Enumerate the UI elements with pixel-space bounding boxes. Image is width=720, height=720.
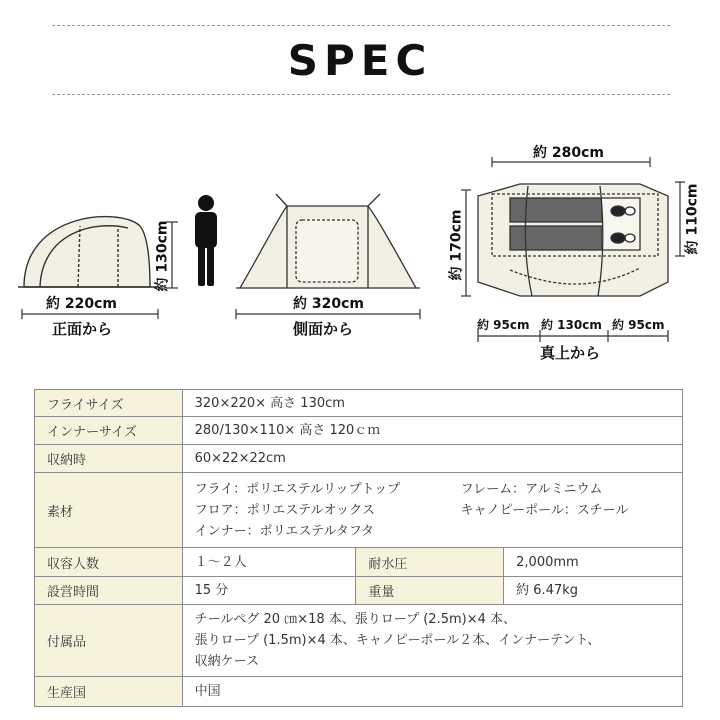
material-frame: フレーム：アルミニウム: [460, 481, 603, 497]
table-row: [35, 417, 683, 445]
side-view-drawing: [236, 194, 420, 288]
row-label: 付属品: [35, 605, 183, 677]
spec-table: [34, 389, 683, 707]
accessories-cell: [182, 605, 682, 677]
accessories-line: チールペグ 20 ㎝×18 本、張りロープ (2.5m)×4 本、: [194, 612, 516, 627]
row-label: 設営時間: [35, 577, 183, 605]
top-right-height-label: 約 110cm: [684, 183, 701, 255]
row-label: 収納時: [35, 445, 183, 473]
person-silhouette: [195, 195, 217, 286]
front-height-label: 約 130cm: [154, 220, 171, 292]
accessories-line: 収納ケース: [194, 654, 259, 669]
top-seg-mid-label: 約 130cm: [541, 318, 602, 332]
row-label: 素材: [35, 473, 183, 548]
row-label: 重量: [356, 577, 504, 605]
front-width-label: 約 220cm: [46, 296, 117, 312]
top-seg-left-label: 約 95cm: [477, 318, 530, 332]
material-inner: インナー：ポリエステルタフタ: [194, 523, 375, 539]
top-view-drawing: [478, 184, 668, 296]
row-value: 320×220× 高さ 130cm: [182, 390, 682, 417]
material-cell: [182, 473, 682, 548]
material-canopy-pole: キャノピーポール：スチール: [460, 502, 629, 518]
row-label: フライサイズ: [35, 390, 183, 417]
table-row: [35, 445, 683, 473]
row-label: 収容人数: [35, 548, 183, 577]
row-value: 15 分: [182, 577, 356, 605]
front-view-drawing: [18, 217, 158, 287]
table-row: [35, 677, 683, 707]
top-left-height-label: 約 170cm: [448, 209, 465, 281]
row-value: 280/130×110× 高さ 120ｃｍ: [182, 417, 682, 445]
table-row: [35, 390, 683, 417]
material-floor: フロア：ポリエステルオックス: [194, 502, 375, 518]
top-width-label: 約 280cm: [533, 145, 604, 161]
top-caption: 真上から: [540, 344, 601, 362]
row-label: インナーサイズ: [35, 417, 183, 445]
row-value: 約 6.47kg: [504, 577, 683, 605]
table-row: [35, 473, 683, 548]
row-value: １～２人: [182, 548, 356, 577]
side-caption: 側面から: [293, 320, 354, 338]
row-label: 生産国: [35, 677, 183, 707]
side-width-label: 約 320cm: [293, 296, 364, 312]
accessories-line: 張りロープ (1.5m)×4 本、キャノピーポール２本、インナーテント、: [194, 633, 601, 648]
table-row: [35, 548, 683, 577]
top-seg-right-label: 約 95cm: [612, 318, 665, 332]
row-value: 2,000mm: [504, 548, 683, 577]
material-fly: フライ：ポリエステルリップトップ: [194, 481, 401, 497]
table-row: [35, 577, 683, 605]
front-caption: 正面から: [52, 320, 113, 338]
row-value: 60×22×22cm: [182, 445, 682, 473]
row-label: 耐水圧: [356, 548, 504, 577]
page-title: SPEC: [287, 36, 433, 85]
table-row: [35, 605, 683, 677]
row-value: 中国: [182, 677, 682, 707]
